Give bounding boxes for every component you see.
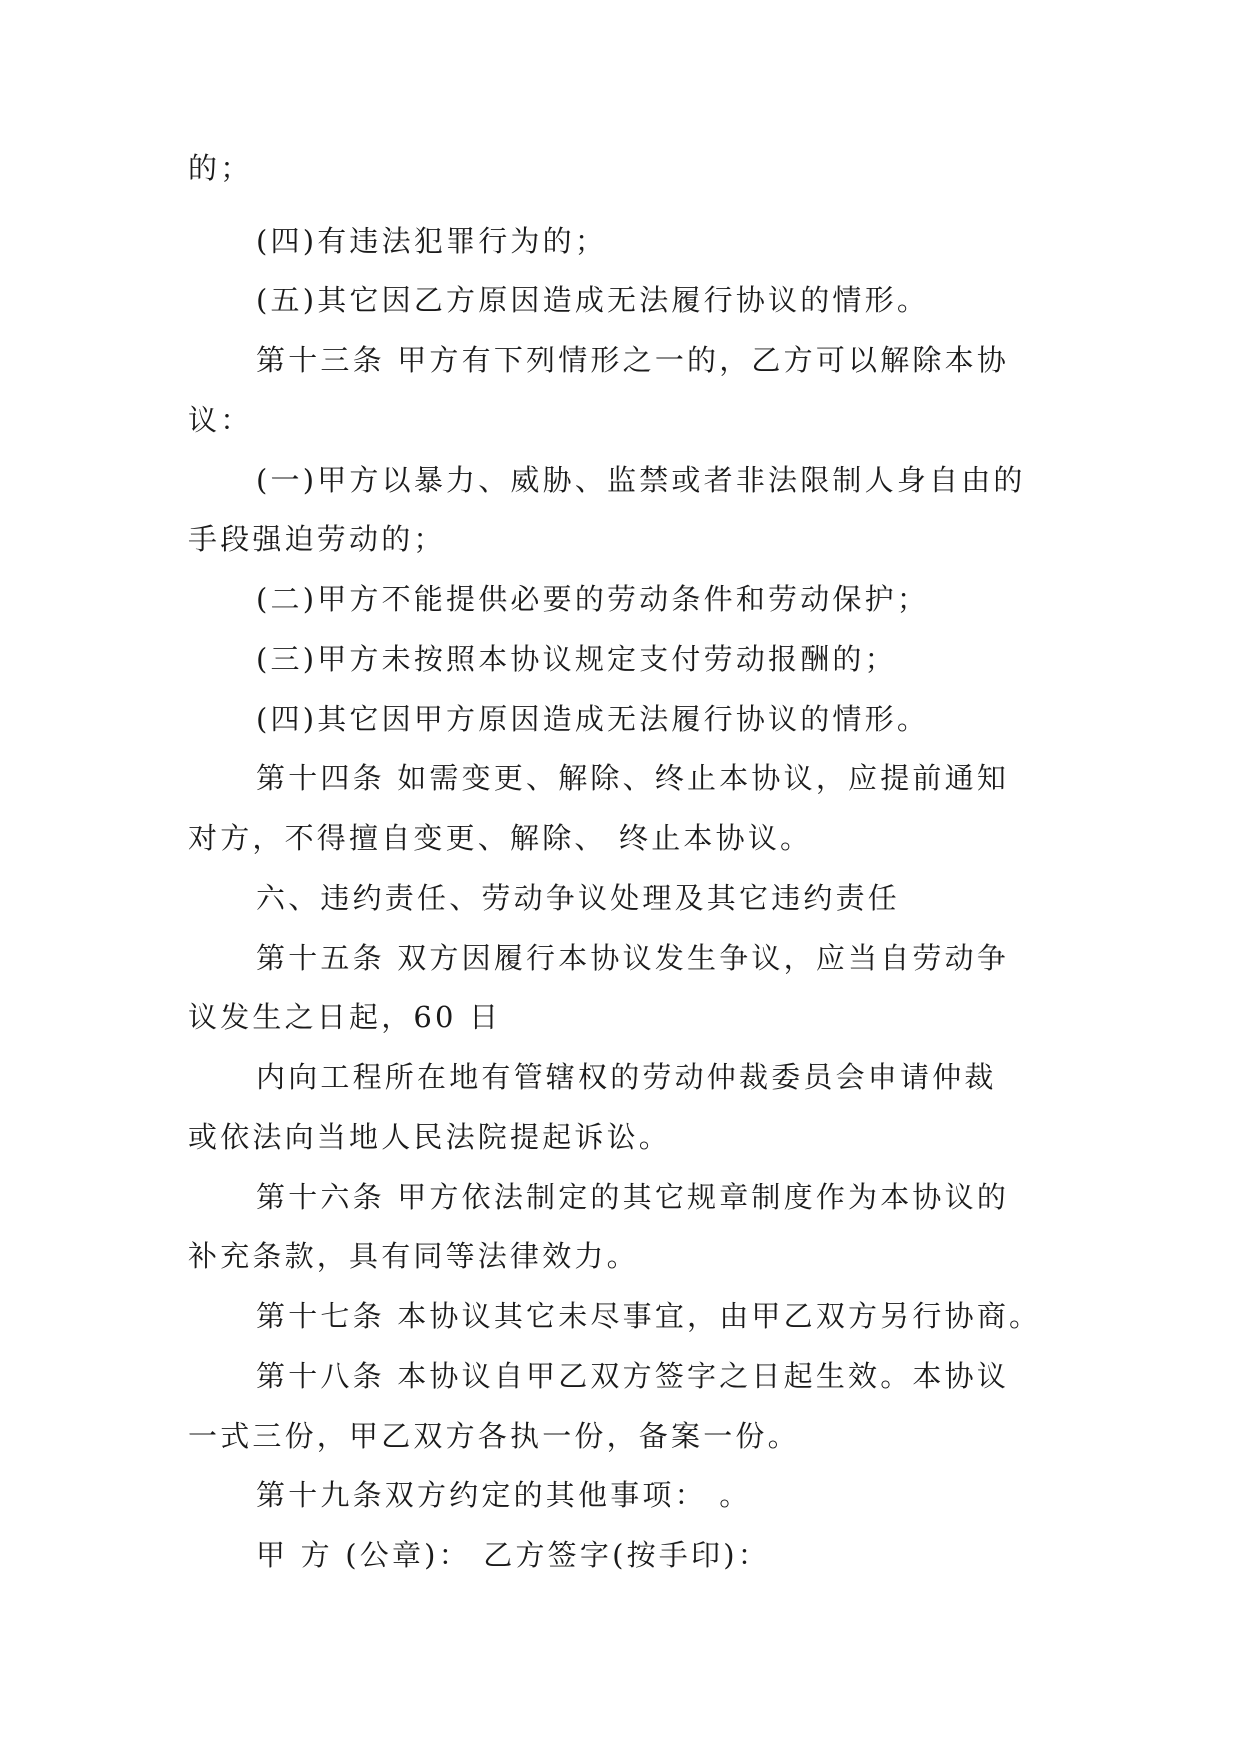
article-16: 第十六条 甲方依法制定的其它规章制度作为本协议的 [256, 1180, 1010, 1214]
text-line: 议： [188, 403, 253, 437]
article-14: 第十四条 如需变更、解除、终止本协议，应提前通知 [256, 761, 1010, 795]
text-line: (二)甲方不能提供必要的劳动条件和劳动保护； [256, 582, 930, 616]
article-18: 第十八条 本协议自甲乙双方签字之日起生效。本协议 [256, 1359, 1010, 1393]
text-line: (三)甲方未按照本协议规定支付劳动报酬的； [256, 642, 897, 676]
text-line: 或依法向当地人民法院提起诉讼。 [188, 1120, 672, 1154]
article-19: 第十九条双方约定的其他事项： 。 [256, 1478, 752, 1512]
article-15: 第十五条 双方因履行本协议发生争议，应当自劳动争 [256, 941, 1010, 975]
text-line: 手段强迫劳动的； [188, 522, 446, 556]
text-line: (一)甲方以暴力、威胁、监禁或者非法限制人身自由的 [256, 463, 1026, 497]
signature-line: 甲 方 (公章)： 乙方签字(按手印)： [256, 1538, 770, 1572]
article-13: 第十三条 甲方有下列情形之一的，乙方可以解除本协 [256, 343, 1010, 377]
text-line: 补充条款，具有同等法律效力。 [188, 1239, 639, 1273]
section-heading: 六、违约责任、劳动争议处理及其它违约责任 [256, 881, 901, 915]
text-line: (四)有违法犯罪行为的； [256, 224, 608, 258]
text-line: 一式三份，甲乙双方各执一份，备案一份。 [188, 1419, 800, 1453]
text-line: 的； [188, 151, 253, 185]
text-line: 对方，不得擅自变更、解除、 终止本协议。 [188, 821, 813, 855]
text-line: 内向工程所在地有管辖权的劳动仲裁委员会申请仲裁 [256, 1060, 997, 1094]
text-line: 议发生之日起，60 日 [188, 1000, 502, 1034]
article-17: 第十七条 本协议其它未尽事宜，由甲乙双方另行协商。 [256, 1299, 1042, 1333]
text-line: (五)其它因乙方原因造成无法履行协议的情形。 [256, 283, 930, 317]
text-line: (四)其它因甲方原因造成无法履行协议的情形。 [256, 702, 930, 736]
